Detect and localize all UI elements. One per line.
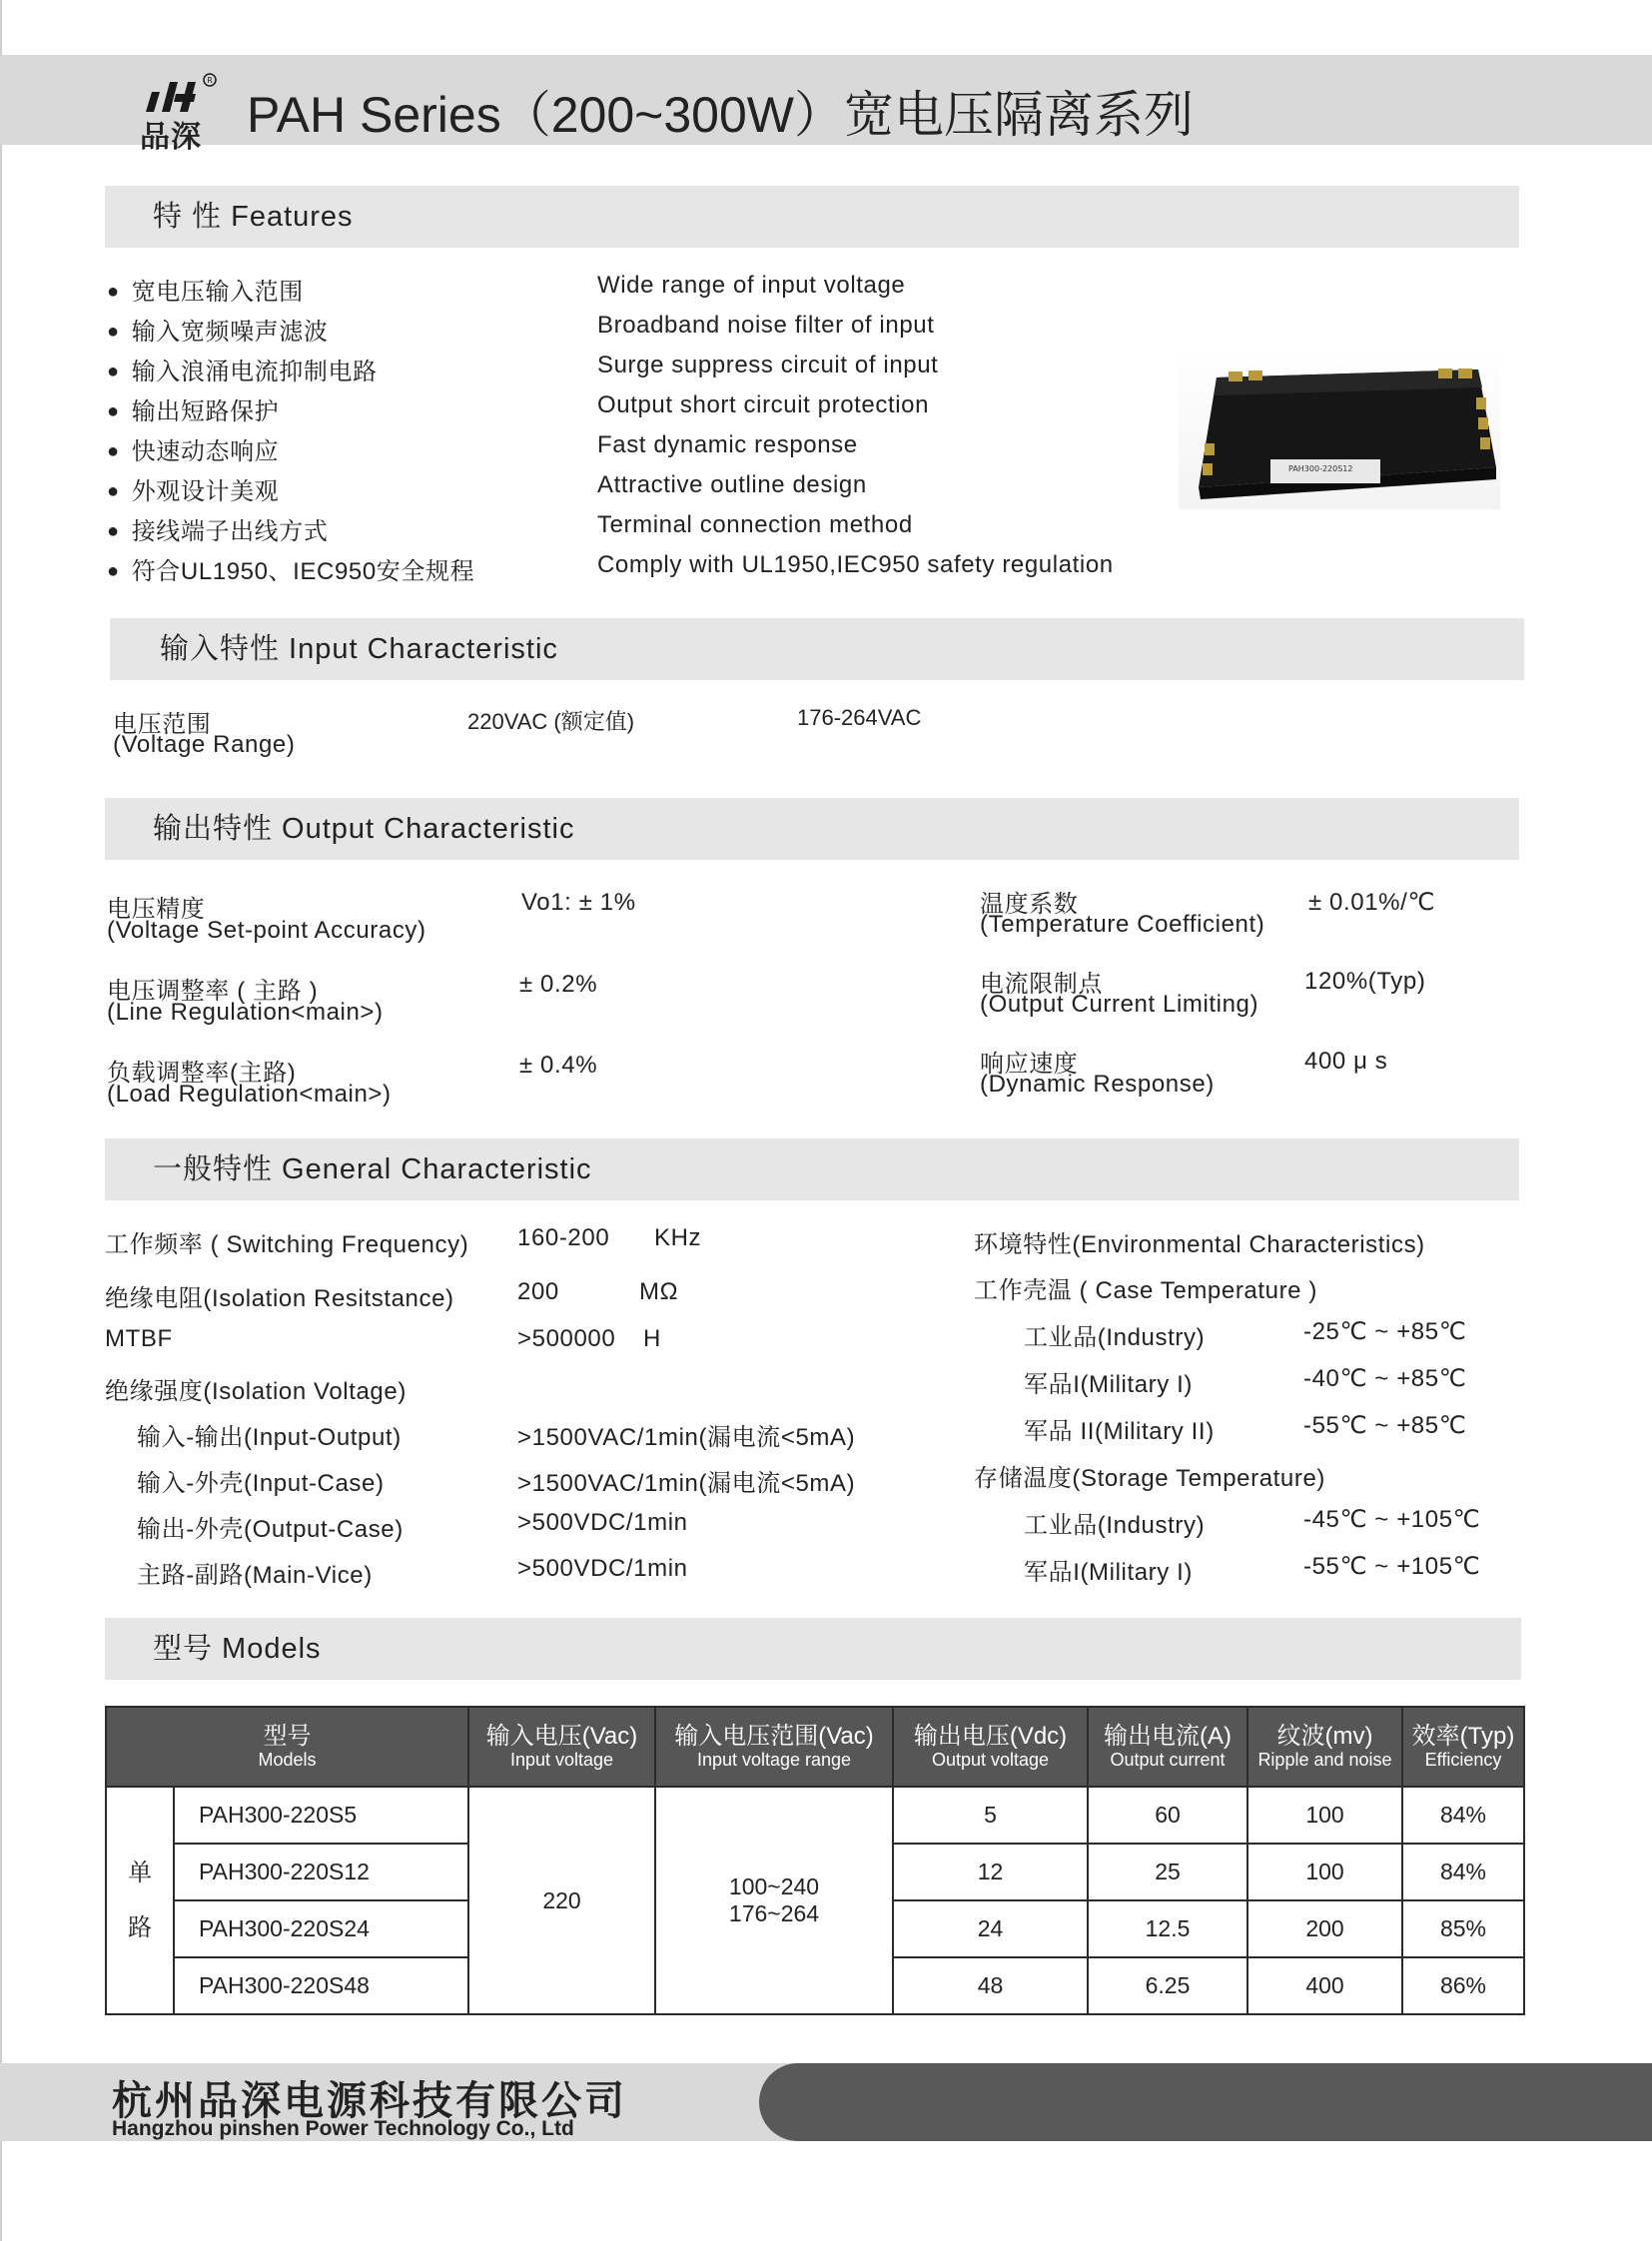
line-regulation-value: ± 0.2% (519, 971, 598, 998)
isolation-item-value: >1500VAC/1min(漏电流<5mA) (517, 1424, 856, 1451)
company-name-zh: 杭州品深电源科技有限公司 (112, 2079, 627, 2123)
mtbf-unit: H (643, 1325, 661, 1352)
header-input-range: 输入电压范围(Vac) Input voltage range (655, 1707, 893, 1787)
dynamic-response-label-zh: 响应速度 (980, 1051, 1079, 1078)
isolation-item-value: >500VDC/1min (517, 1555, 688, 1582)
model-name: PAH300-220S48 (174, 1957, 468, 2014)
models-section-bar (105, 1618, 1521, 1680)
product-label: PAH300-220S12 (1288, 464, 1353, 473)
feature-item-en: Wide range of input voltage (597, 272, 906, 299)
case-temperature-title: 工作壳温 ( Case Temperature ) (974, 1277, 1317, 1304)
model-name: PAH300-220S24 (174, 1900, 468, 1957)
feature-item-zh: ● 符合UL1950、IEC950安全规程 (107, 551, 474, 586)
line-regulation-label-en: (Line Regulation<main>) (107, 999, 384, 1026)
feature-item-zh: ● 宽电压输入范围 (107, 272, 304, 307)
efficiency: 85% (1402, 1900, 1524, 1957)
efficiency: 84% (1402, 1844, 1524, 1900)
footer-dark-band (759, 2063, 1652, 2141)
models-table (105, 1706, 1525, 2015)
storage-temp-label: 工业品(Industry) (1024, 1512, 1206, 1539)
storage-temp-value: -45℃ ~ +105℃ (1303, 1506, 1481, 1533)
isolation-voltage-title: 绝缘强度(Isolation Voltage) (105, 1378, 407, 1405)
header-input-voltage: 输入电压(Vac) Input voltage (468, 1707, 655, 1787)
isolation-resistance-value: 200 (517, 1278, 559, 1305)
general-title: 一般特性 General Characteristic (153, 1153, 592, 1185)
storage-temp-label: 军品I(Military I) (1024, 1559, 1193, 1586)
input-voltage-range: 176-264VAC (797, 705, 922, 730)
efficiency: 86% (1402, 1957, 1524, 2014)
isolation-resistance-label: 绝缘电阻(Isolation Resitstance) (105, 1285, 454, 1312)
environmental-title: 环境特性(Environmental Characteristics) (974, 1231, 1425, 1258)
feature-item-zh: ● 输出短路保护 (107, 391, 279, 426)
voltage-accuracy-label-zh: 电压精度 (107, 896, 206, 923)
feature-item-zh: ● 外观设计美观 (107, 471, 279, 506)
feature-item-en: Broadband noise filter of input (597, 312, 935, 339)
isolation-item-value: >500VDC/1min (517, 1509, 688, 1536)
feature-item-en: Output short circuit protection (597, 391, 930, 418)
product-photo (1179, 348, 1500, 509)
isolation-resistance-unit: MΩ (639, 1278, 679, 1305)
input-range-cell: 100~240 176~264 (655, 1787, 893, 2014)
output-section-bar (105, 798, 1519, 860)
table-header-row (106, 1707, 1524, 1787)
input-voltage-cell: 220 (468, 1787, 655, 2014)
case-temp-value: -40℃ ~ +85℃ (1303, 1365, 1467, 1392)
company-name-en: Hangzhou pinshen Power Technology Co., Ltd (112, 2117, 574, 2140)
mtbf-label: MTBF (105, 1325, 173, 1352)
switching-frequency-unit: KHz (654, 1224, 702, 1251)
voltage-range-label-en: (Voltage Range) (113, 731, 296, 758)
rated-voltage: 220VAC (额定值) (467, 709, 635, 734)
feature-item-en: Surge suppress circuit of input (597, 352, 939, 378)
model-name: PAH300-220S12 (174, 1844, 468, 1900)
output-voltage: 48 (893, 1957, 1088, 2014)
storage-temp-value: -55℃ ~ +105℃ (1303, 1553, 1481, 1580)
mtbf-value: >500000 (517, 1325, 616, 1352)
load-regulation-label-en: (Load Regulation<main>) (107, 1081, 392, 1108)
output-title: 输出特性 Output Characteristic (153, 813, 575, 845)
features-title: 特 性 Features (153, 201, 354, 233)
feature-item-zh: ● 输入浪涌电流抑制电路 (107, 352, 378, 386)
efficiency: 84% (1402, 1787, 1524, 1844)
logo-text: 品深 (140, 120, 202, 155)
temp-coefficient-label-zh: 温度系数 (980, 891, 1079, 918)
isolation-item-value: >1500VAC/1min(漏电流<5mA) (517, 1470, 856, 1497)
isolation-item-label: 主路-副路(Main-Vice) (137, 1562, 373, 1589)
output-voltage: 5 (893, 1787, 1088, 1844)
ripple: 100 (1247, 1844, 1402, 1900)
load-regulation-label-zh: 负载调整率(主路) (107, 1060, 297, 1087)
case-temp-label: 军品 II(Military II) (1024, 1418, 1215, 1445)
load-regulation-value: ± 0.4% (519, 1052, 598, 1079)
feature-item-zh: ● 接线端子出线方式 (107, 511, 329, 546)
isolation-item-label: 输出-外壳(Output-Case) (137, 1516, 404, 1543)
switching-frequency-label: 工作频率 ( Switching Frequency) (105, 1231, 469, 1258)
output-current: 6.25 (1088, 1957, 1247, 2014)
feature-item-zh: ● 快速动态响应 (107, 431, 279, 466)
power-module-image (1179, 348, 1500, 509)
feature-item-en: Fast dynamic response (597, 431, 858, 458)
voltage-accuracy-value: Vo1: ± 1% (521, 889, 636, 916)
current-limit-value: 120%(Typ) (1304, 968, 1426, 995)
page-title: PAH Series（200~300W）宽电压隔离系列 (247, 87, 1194, 143)
svg-text:R: R (207, 76, 213, 85)
table-row (106, 1787, 1524, 1844)
switching-frequency-value: 160-200 (517, 1224, 610, 1251)
output-voltage: 12 (893, 1844, 1088, 1900)
header-output-current: 输出电流(A) Output current (1088, 1707, 1247, 1787)
features-section-bar (105, 186, 1519, 248)
header-ripple: 纹波(mv) Ripple and noise (1247, 1707, 1402, 1787)
output-current: 25 (1088, 1844, 1247, 1900)
voltage-accuracy-label-en: (Voltage Set-point Accuracy) (107, 917, 426, 944)
case-temp-label: 工业品(Industry) (1024, 1324, 1206, 1351)
feature-item-zh: ● 输入宽频噪声滤波 (107, 312, 329, 347)
feature-item-en: Terminal connection method (597, 511, 913, 538)
case-temp-label: 军品I(Military I) (1024, 1371, 1193, 1398)
storage-temperature-title: 存储温度(Storage Temperature) (974, 1465, 1326, 1492)
output-voltage: 24 (893, 1900, 1088, 1957)
general-section-bar (105, 1138, 1519, 1200)
isolation-item-label: 输入-外壳(Input-Case) (137, 1470, 385, 1497)
dynamic-response-label-en: (Dynamic Response) (980, 1071, 1215, 1098)
line-regulation-label-zh: 电压调整率 ( 主路 ) (107, 978, 319, 1005)
case-temp-value: -25℃ ~ +85℃ (1303, 1318, 1467, 1345)
header-models: 型号 Models (106, 1707, 468, 1787)
ripple: 400 (1247, 1957, 1402, 2014)
ripple: 100 (1247, 1787, 1402, 1844)
header-efficiency: 效率(Typ) Efficiency (1402, 1707, 1524, 1787)
input-section-bar (110, 618, 1524, 680)
temp-coefficient-value: ± 0.01%/℃ (1308, 889, 1435, 916)
output-current: 12.5 (1088, 1900, 1247, 1957)
header-output-voltage: 输出电压(Vdc) Output voltage (893, 1707, 1088, 1787)
case-temp-value: -55℃ ~ +85℃ (1303, 1412, 1467, 1439)
ripple: 200 (1247, 1900, 1402, 1957)
single-channel-label: 单 路 (106, 1787, 174, 2014)
feature-item-en: Comply with UL1950,IEC950 safety regulation (597, 551, 1114, 578)
output-current: 60 (1088, 1787, 1247, 1844)
temp-coefficient-label-en: (Temperature Coefficient) (980, 911, 1265, 938)
current-limit-label-en: (Output Current Limiting) (980, 991, 1259, 1018)
page-left-rule (0, 0, 2, 2241)
input-title: 输入特性 Input Characteristic (160, 633, 558, 665)
current-limit-label-zh: 电流限制点 (980, 971, 1103, 998)
models-title: 型号 Models (153, 1633, 322, 1665)
isolation-item-label: 输入-输出(Input-Output) (137, 1424, 402, 1451)
voltage-range-label-zh: 电压范围 (113, 711, 212, 738)
model-name: PAH300-220S5 (174, 1787, 468, 1844)
dynamic-response-value: 400 μ s (1304, 1048, 1388, 1075)
feature-item-en: Attractive outline design (597, 471, 867, 498)
